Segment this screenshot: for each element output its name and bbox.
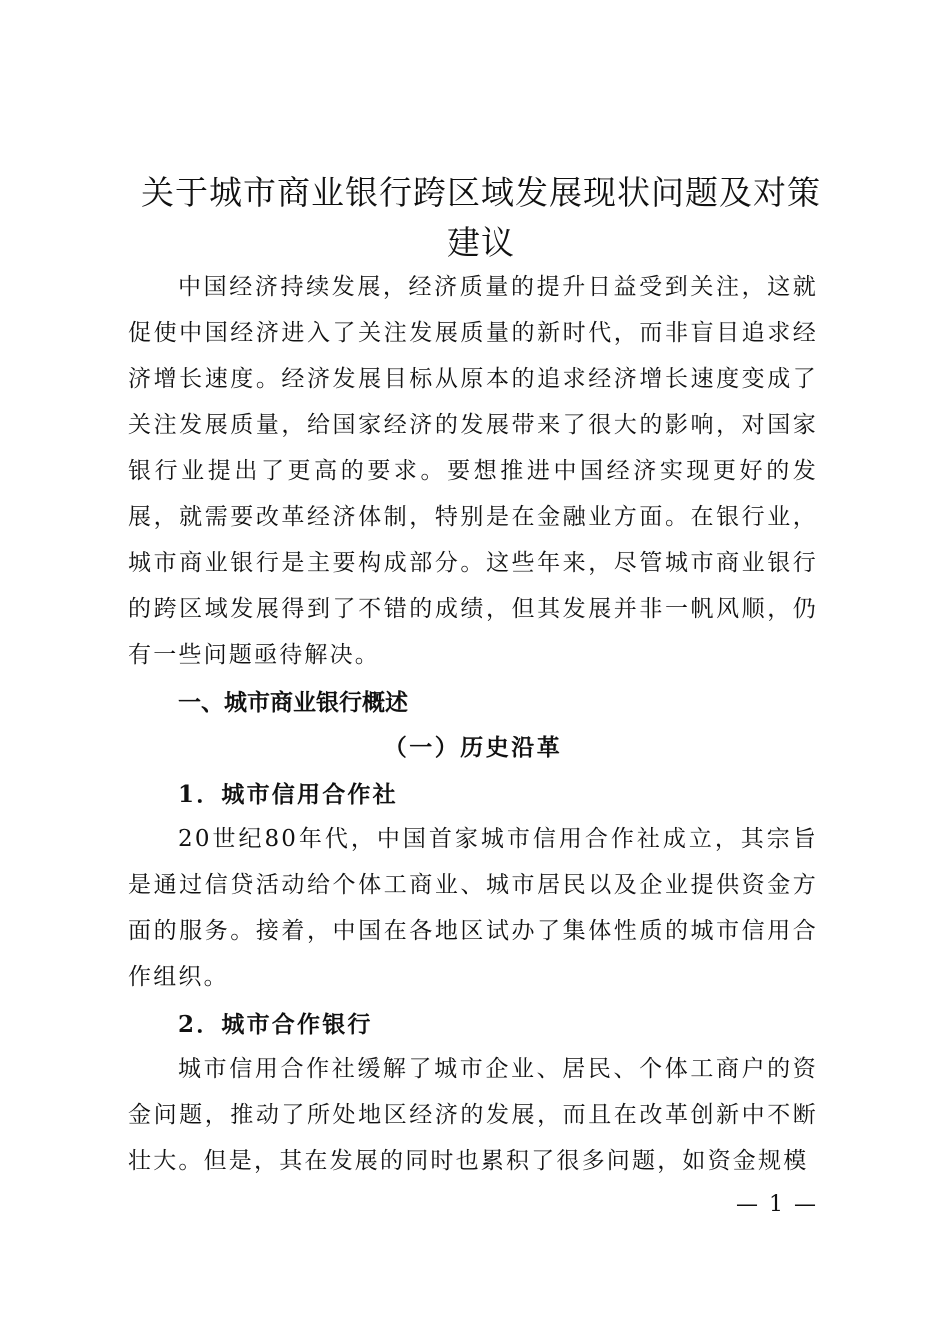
cooperative-bank-paragraph: 城市信用合作社缓解了城市企业、居民、个体工商户的资金问题，推动了所处地区经济的发展，而且在改革创新中不断壮大。但是，其在发展的同时也累积了很多问题，如资金规模 [128, 1056, 818, 1174]
subsection-heading: （一）历史沿革 [383, 734, 563, 761]
document-title: 关于城市商业银行跨区域发展现状问题及对策建议 [141, 173, 821, 262]
credit-cooperative-paragraph: 20世纪80年代，中国首家城市信用合作社成立，其宗旨是通过信贷活动给个体工商业、城市居民以及企业提供资金方面的服务。接着，中国在各地区试办了集体性质的城市信用合作组织。 [128, 826, 818, 990]
item-heading-cooperative-bank: 2．城市合作银行 [178, 1011, 373, 1038]
item-heading-credit-cooperative: 1．城市信用合作社 [178, 781, 398, 808]
section-heading: 一、城市商业银行概述 [178, 690, 408, 716]
intro-paragraph: 中国经济持续发展，经济质量的提升日益受到关注，这就促使中国经济进入了关注发展质量的新时代，而非盲目追求经济增长速度。经济发展目标从原本的追求经济增长速度变成了关注发展质量，给国家经济的发展带来了很大的影响，对国家银行业提出了更高的要求。要想推进中国经济实现更好的发展，就需要改革经济体制，特别是在金融业方面。在银行业，城市商业银行是主要构成部分。这些年来，尽管城市商业银行的跨区域发展得到了不错的成绩，但其发展并非一帆风顺，仍有一些问题亟待解决。 [128, 274, 818, 668]
page-number: — 1 — [736, 1192, 818, 1217]
